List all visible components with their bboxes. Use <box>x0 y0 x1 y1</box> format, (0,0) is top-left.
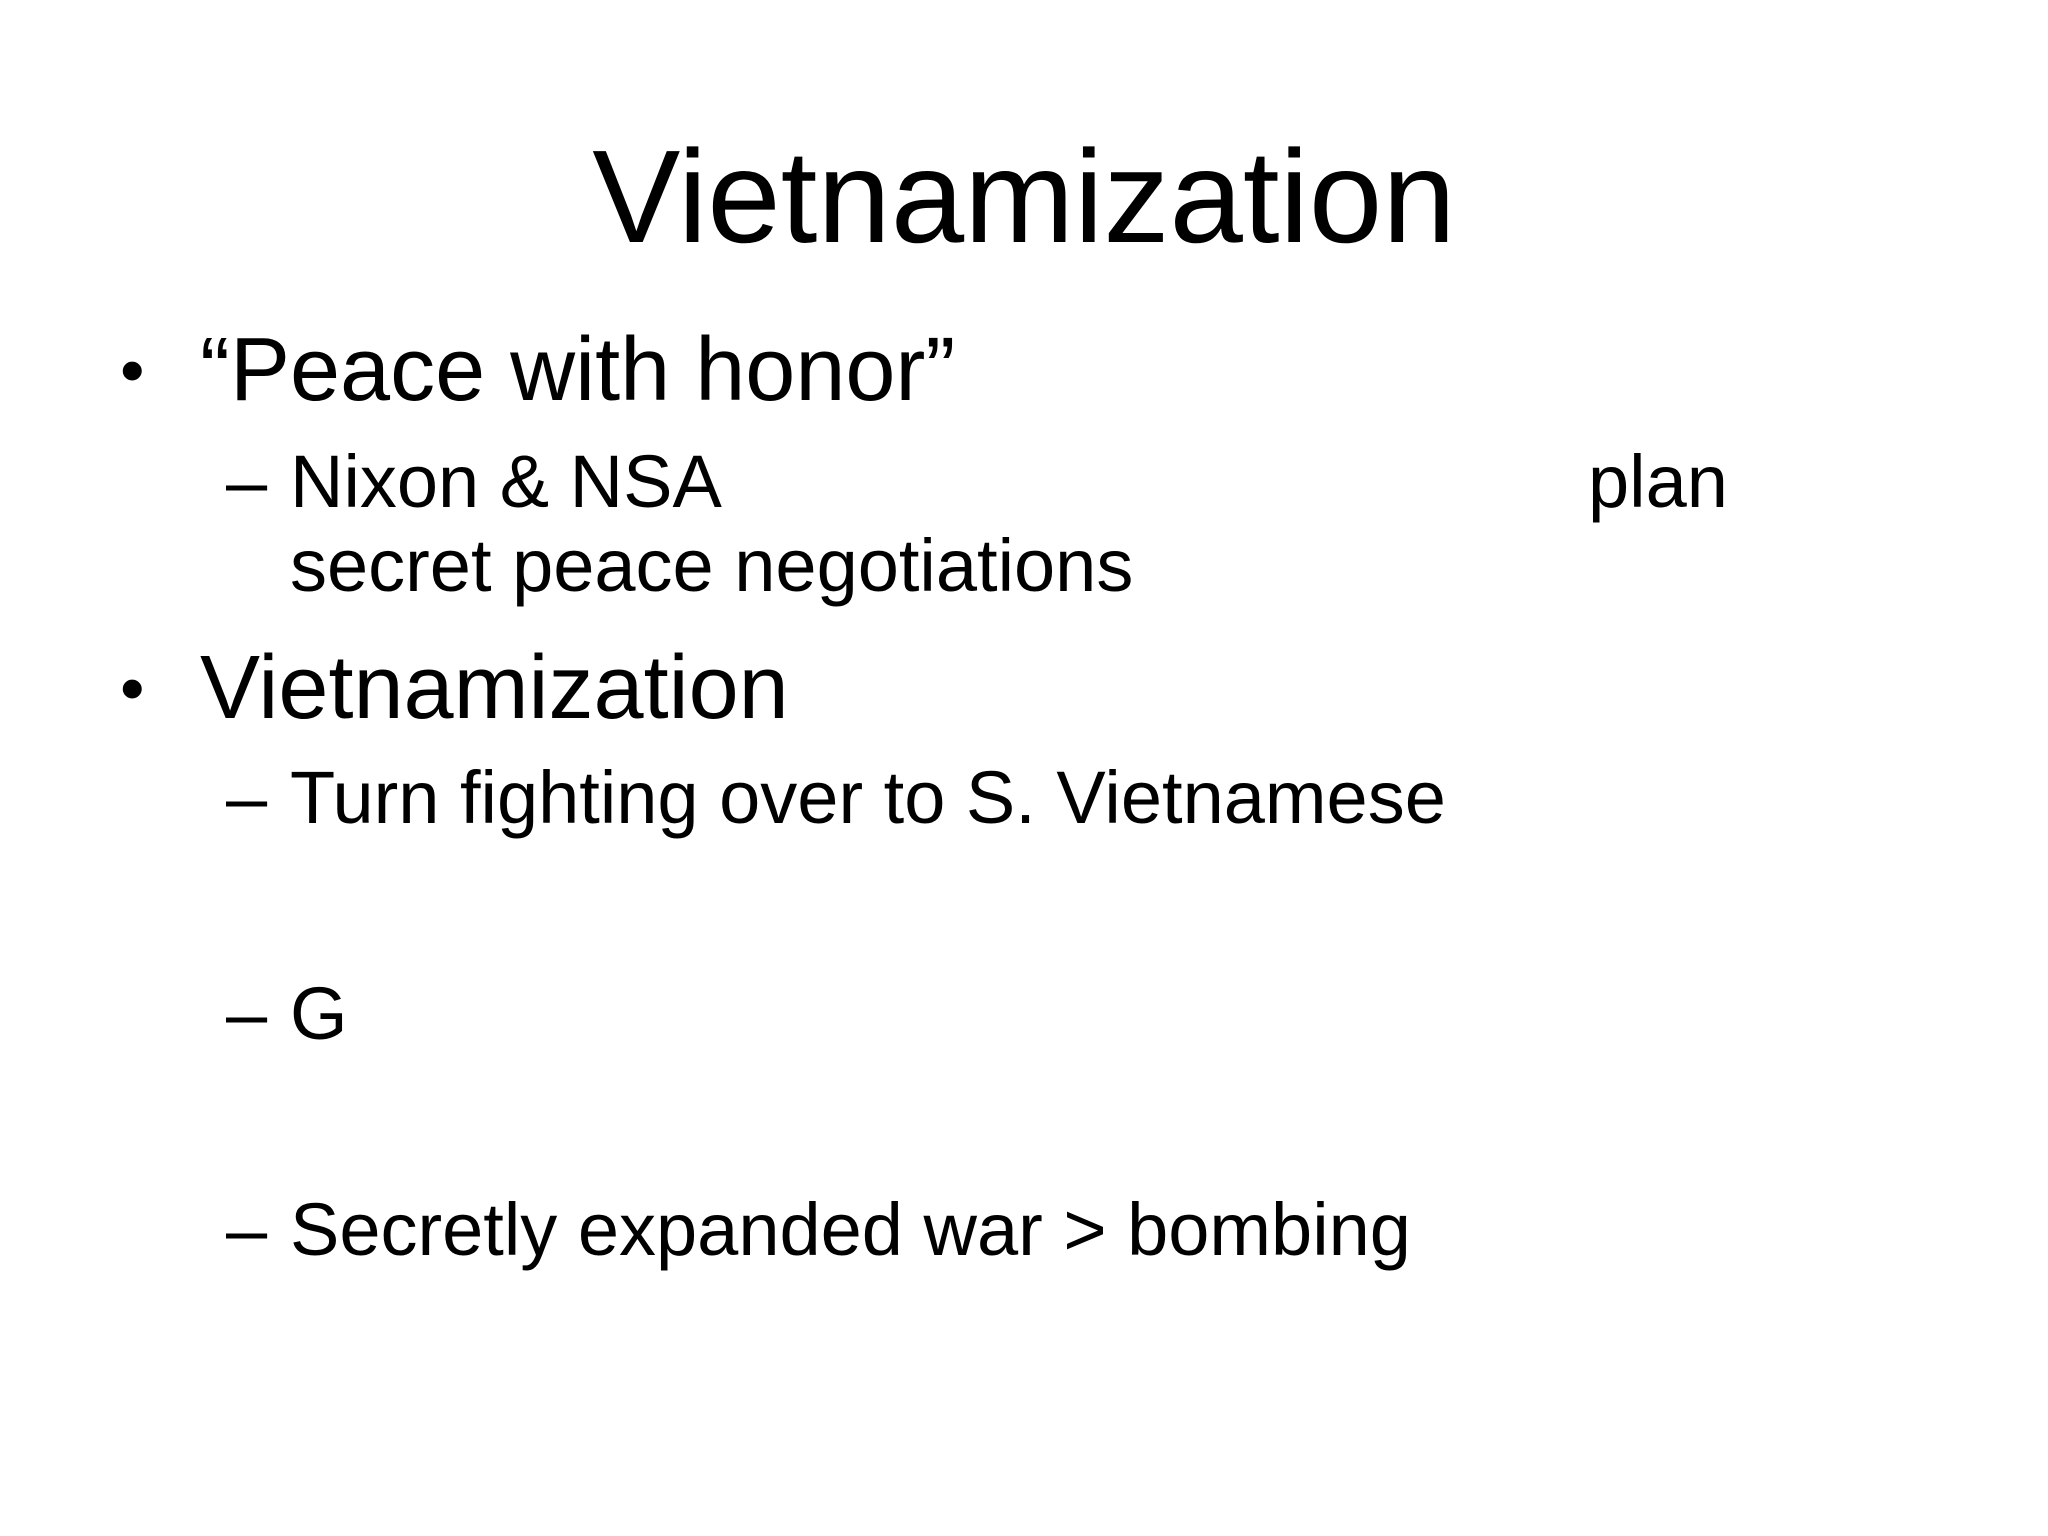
sub-bullet-text-end: plan <box>1588 440 1728 523</box>
sub-bullet-text: Turn fighting over to S. Vietnamese <box>290 756 1446 839</box>
sub-bullet-text-line2: secret peace negotiations <box>290 524 1134 607</box>
dash-marker: – <box>226 756 268 839</box>
sub-bullet-text-start: Nixon & NSA <box>290 440 722 523</box>
dash-marker: – <box>226 440 268 523</box>
sub-bullet-text: G <box>290 972 348 1055</box>
bullet-peace-with-honor <box>120 320 956 420</box>
bullet-text: Vietnamization <box>200 638 789 738</box>
sub-bullet-nixon-nsa <box>226 440 1728 608</box>
sub-bullet-text: Secretly expanded war > bombing <box>290 1188 1411 1271</box>
sub-bullet-turn-fighting <box>226 756 1446 840</box>
slide-title: Vietnamization <box>592 123 1456 270</box>
bullet-text: “Peace with honor” <box>200 320 956 420</box>
sub-bullet-g <box>226 972 348 1056</box>
bullet-marker: • <box>120 331 145 409</box>
sub-bullet-secretly-expanded <box>226 1188 1411 1272</box>
dash-marker: – <box>226 972 268 1055</box>
dash-marker: – <box>226 1188 268 1271</box>
bullet-marker: • <box>120 649 145 727</box>
bullet-vietnamization <box>120 638 789 738</box>
